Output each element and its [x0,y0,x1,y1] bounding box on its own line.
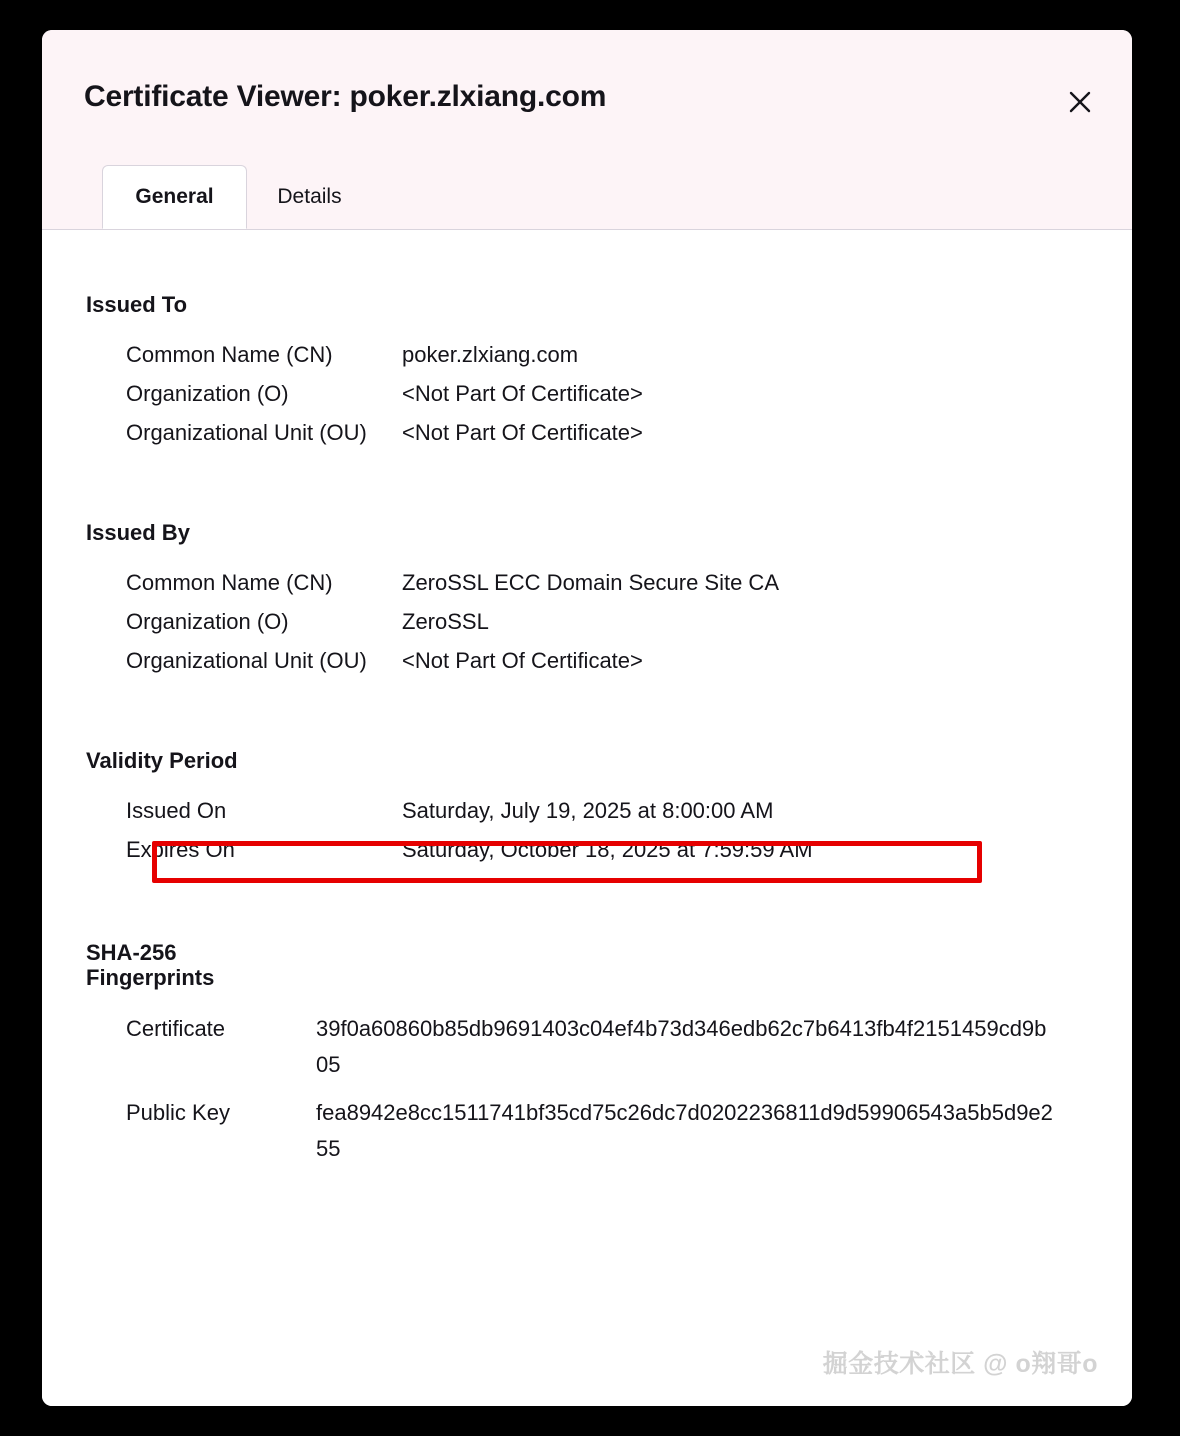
row-label: Common Name (CN) [126,570,333,596]
dialog-header [42,30,1132,165]
row-label: Organizational Unit (OU) [126,420,367,446]
table-row [86,415,1102,451]
row-value: <Not Part Of Certificate> [402,648,643,674]
table-row [86,1011,1102,1083]
dialog-body [42,230,1132,1406]
section-issued-by [86,520,1102,682]
row-value: poker.zlxiang.com [402,342,579,368]
section-title-fingerprints-line2: Fingerprints [86,965,215,991]
row-label: Expires On [126,837,235,863]
table-row [86,832,1102,868]
watermark: 掘金技术社区 @ o翔哥o [822,1350,1098,1378]
tab-general[interactable] [102,165,247,229]
close-icon[interactable] [1060,82,1100,122]
row-value: ZeroSSL [402,609,489,635]
tab-bar [42,165,1132,230]
row-value: Saturday, October 18, 2025 at 7:59:59 AM [402,837,813,863]
table-row [86,376,1102,412]
section-fingerprints [86,940,1102,1179]
section-title-issued-to: Issued To [86,292,188,317]
table-row [86,565,1102,601]
section-title-validity: Validity Period [86,748,238,773]
tab-general-label: General [135,185,214,208]
table-row [86,643,1102,679]
row-label: Issued On [126,798,227,824]
table-row [86,793,1102,829]
tab-details-label: Details [277,185,342,208]
page-title: Certificate Viewer: poker.zlxiang.com [84,80,607,113]
row-label: Organization (O) [126,381,289,407]
section-issued-to [86,292,1102,454]
table-row [86,337,1102,373]
row-value: fea8942e8cc1511741bf35cd75c26dc7d0202236811d9d59906543a5b5d9e255 [316,1099,1053,1161]
row-label: Organization (O) [126,609,289,635]
row-label: Common Name (CN) [126,342,333,368]
row-value: 39f0a60860b85db9691403c04ef4b73d346edb62c7b6413fb4f2151459cd9b05 [316,1015,1047,1077]
section-validity-period [86,748,1102,871]
section-title-fingerprints [86,940,1102,991]
row-label: Public Key [126,1099,230,1125]
table-row [86,604,1102,640]
row-label: Organizational Unit (OU) [126,648,367,674]
row-label: Certificate [126,1015,226,1041]
row-value: ZeroSSL ECC Domain Secure Site CA [402,570,779,596]
table-row [86,1095,1102,1167]
section-title-issued-by: Issued By [86,520,190,545]
certificate-viewer-dialog [42,30,1132,1406]
row-value: <Not Part Of Certificate> [402,420,643,446]
section-title-fingerprints-line1: SHA-256 [86,940,177,965]
tab-details[interactable] [247,165,372,229]
row-value: <Not Part Of Certificate> [402,381,643,407]
row-value: Saturday, July 19, 2025 at 8:00:00 AM [402,798,774,824]
